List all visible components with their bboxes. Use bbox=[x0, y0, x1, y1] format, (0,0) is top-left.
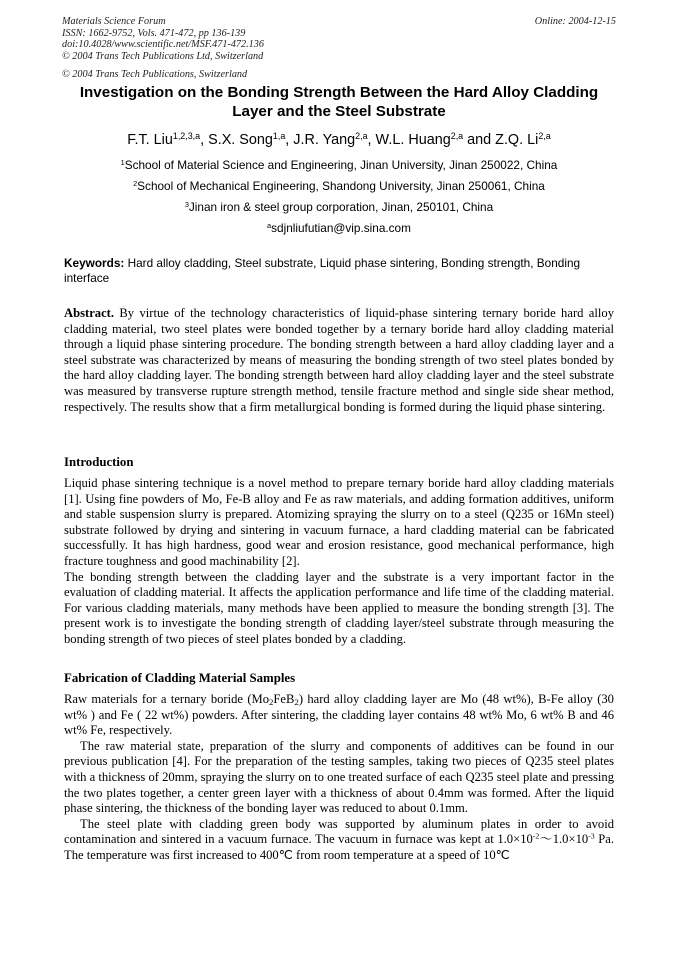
author-list bbox=[40, 130, 638, 150]
online-date: Online: 2004-12-15 bbox=[534, 16, 616, 27]
title-line-1: Investigation on the Bonding Strength Between the Hard Alloy Cladding bbox=[79, 84, 599, 101]
section-heading-introduction: Introduction bbox=[64, 455, 134, 469]
author-name: and Z.Q. Li bbox=[463, 132, 539, 148]
paragraph bbox=[64, 817, 614, 864]
affiliation-text: Jinan iron & steel group corporation, Jinan, 250101, China bbox=[188, 200, 494, 214]
text-run: Pa. The temperature was first increased to 400℃ from room temperature at a speed of 10℃ bbox=[64, 832, 614, 862]
author-affiliation-mark: 2,a bbox=[538, 131, 551, 142]
author-affiliation-mark: 1,a bbox=[272, 131, 286, 142]
affiliation-mark: 3 bbox=[184, 199, 189, 209]
fabrication-body bbox=[64, 692, 614, 864]
copyright-line-2: © 2004 Trans Tech Publications, Switzerland bbox=[62, 69, 248, 80]
text-run: FeB bbox=[273, 692, 295, 706]
paragraph: Liquid phase sintering technique is a novel method to prepare ternary boride hard alloy cladding materials [1]. Using fine powders of Mo, Fe-B alloy and Fe as raw materials, and adding formation additives, uniform and stable suspension slurry is prepared. Atomizing spraying the slurry on to a steel (Q235 or 16Mn steel) substrate followed by drying and sintering in vacuum furnace, a hard cladding material can be fabricated successfully. It has high hardness, good wear and erosion resistance, good mechanical performance, high fracture toughness and good machinability [2]. bbox=[64, 476, 614, 568]
paragraph: The bonding strength between the cladding layer and the substrate is a very important factor in the evaluation of cladding material. It affects the application performance and life time of the cladding material. For various cladding materials, many methods have been applied to measure the bonding strength [3]. The present work is to investigate the bonding strength of cladding layer/steel substrate through measuring the bonding strength of two pieces of steel plates bonded by a cladding. bbox=[64, 569, 614, 646]
journal-header bbox=[62, 16, 264, 62]
issn-line: ISSN: 1662-9752, Vols. 471-472, pp 136-139 bbox=[62, 27, 246, 39]
author-email bbox=[40, 221, 638, 235]
abstract-label: Abstract. bbox=[64, 306, 115, 320]
keywords bbox=[64, 256, 614, 286]
introduction-body bbox=[64, 476, 614, 648]
keywords-text: Hard alloy cladding, Steel substrate, Liquid phase sintering, Bonding strength, Bonding interface bbox=[64, 256, 581, 285]
affiliation-mark: 1 bbox=[120, 157, 125, 167]
copyright-line: © 2004 Trans Tech Publications Ltd, Switzerland bbox=[62, 50, 264, 62]
abstract bbox=[64, 306, 614, 415]
affiliation-mark: 2 bbox=[133, 178, 138, 188]
author-name: , J.R. Yang bbox=[285, 132, 356, 148]
author-name: , W.L. Huang bbox=[367, 132, 451, 148]
email-text: sdjnliufutian@vip.sina.com bbox=[271, 221, 411, 235]
author-name: F.T. Liu bbox=[127, 132, 173, 148]
superscript: -3 bbox=[588, 832, 595, 842]
affiliation-text: School of Mechanical Engineering, Shandong University, Jinan 250061, China bbox=[137, 179, 545, 193]
text-run: ～1.0×10 bbox=[539, 832, 589, 847]
affiliation-mark: a bbox=[267, 220, 272, 230]
paragraph: The raw material state, preparation of the slurry and components of additives can be found in our previous publication [4]. For the preparation of the testing samples, taking two pieces of Q235 steel plates with a thickness of 20mm, spraying the slurry on to one treated surface of each Q235 steel plate and pressing the two plates together, a center green layer with a thickness of about 0.4mm was formed. After the liquid phase sintering, the thickness of the bonding layer was reduced to about 0.1mm. bbox=[64, 738, 614, 816]
paper-title bbox=[40, 83, 638, 121]
text-run: Raw materials for a ternary boride (Mo bbox=[64, 692, 270, 706]
section-heading-fabrication: Fabrication of Cladding Material Samples bbox=[64, 671, 296, 685]
keywords-label: Keywords: bbox=[64, 256, 125, 270]
affiliation-text: School of Material Science and Engineering, Jinan University, Jinan 250022, China bbox=[124, 158, 558, 172]
abstract-text: By virtue of the technology characteristics of liquid-phase sintering ternary boride hard alloy cladding material, two steel plates were bonded together by a ternary boride hard alloy cladding material through a liquid phase sintering procedure. The bonding strength between a hard alloy cladding layer and a steel substrate was characterized by means of measuring the bonding strength of two steel plates bonded by the hard alloy cladding layer. The bonding strength between hard alloy cladding layer and the steel substrate was measured by transverse rupture strength method, tensile fracture method and single side shear method, respectively. The results show that a firm metallurgical bonding is formed during the liquid phase sintering. bbox=[64, 306, 614, 414]
title-line-2: Layer and the Steel Substrate bbox=[232, 103, 446, 120]
subscript: 2 bbox=[269, 697, 274, 708]
author-affiliation-mark: 2,a bbox=[450, 131, 464, 142]
text-run: ) hard alloy cladding layer are Mo (48 wt%), B-Fe alloy (30 wt% ) and Fe ( 22 wt%) powders. After sintering, the cladding layer contains 48 wt% Mo, 6 wt% B and 46 wt% Fe, respectively. bbox=[64, 692, 614, 738]
subscript: 2 bbox=[294, 697, 299, 708]
affiliation-2 bbox=[40, 179, 638, 193]
journal-name: Materials Science Forum bbox=[62, 16, 166, 27]
affiliation-1 bbox=[40, 158, 638, 172]
paragraph bbox=[64, 692, 614, 739]
author-name: , S.X. Song bbox=[200, 132, 273, 148]
author-affiliation-mark: 2,a bbox=[355, 131, 368, 142]
text-run: The steel plate with cladding green body was supported by aluminum plates in order to avoid contamination and sintered in a vacuum furnace. The vacuum in furnace was kept at 1.0×10 bbox=[64, 816, 614, 847]
doi-line: doi:10.4028/www.scientific.net/MSF.471-472.136 bbox=[62, 39, 264, 51]
superscript: -2 bbox=[532, 832, 540, 842]
author-affiliation-mark: 1,2,3,a bbox=[172, 131, 201, 142]
affiliation-3 bbox=[40, 200, 638, 214]
